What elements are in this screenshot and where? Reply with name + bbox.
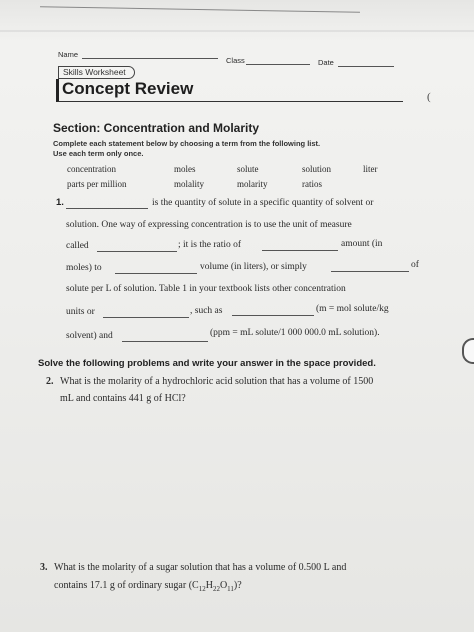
- item-number-1: 1.: [56, 197, 64, 208]
- statement-line-7b: (ppm = mL solute/1 000 000.0 mL solution).: [210, 328, 380, 338]
- statement-line-3a: called: [66, 241, 89, 251]
- instructions-line-2: Use each term only once.: [53, 149, 144, 158]
- blank-7[interactable]: [232, 315, 314, 316]
- question-2-line-2: mL and contains 441 g of HCl?: [60, 393, 186, 404]
- statement-line-2: solution. One way of expressing concentration is to use the unit of measure: [66, 220, 352, 230]
- term-solution: solution: [302, 164, 332, 174]
- blank-8[interactable]: [122, 341, 208, 342]
- term-solute: solute: [237, 164, 259, 174]
- worksheet-tag: Skills Worksheet: [58, 66, 135, 79]
- statement-line-6c: (m = mol solute/kg: [316, 304, 389, 314]
- date-field[interactable]: [338, 66, 394, 67]
- term-liter: liter: [363, 164, 378, 174]
- statement-line-6a: units or: [66, 307, 95, 317]
- class-label: Class: [226, 56, 245, 65]
- class-field[interactable]: [246, 64, 310, 65]
- term-molarity: molarity: [237, 179, 268, 189]
- term-moles: moles: [174, 164, 196, 174]
- statement-line-3c: amount (in: [341, 239, 383, 249]
- blank-2[interactable]: [97, 251, 177, 252]
- question-2-number: 2.: [46, 376, 54, 387]
- statement-line-4a: moles) to: [66, 263, 102, 273]
- answer-space-2[interactable]: [40, 410, 440, 540]
- section-title: Section: Concentration and Molarity: [53, 121, 260, 135]
- problems-instruction: Solve the following problems and write your answer in the space provided.: [38, 358, 376, 369]
- blank-4[interactable]: [115, 273, 197, 274]
- folded-top-edge: [0, 0, 474, 42]
- statement-line-7a: solvent) and: [66, 331, 113, 341]
- name-field[interactable]: [82, 58, 218, 59]
- question-3-line-2: contains 17.1 g of ordinary sugar $(C_{12}H_{22}O_{11})$?: [54, 580, 242, 593]
- question-3-number: 3.: [40, 562, 48, 573]
- statement-line-4c: of: [411, 260, 419, 270]
- term-parts-per-million: parts per million: [67, 179, 127, 189]
- statement-line-6b: , such as: [190, 306, 223, 316]
- term-molality: molality: [174, 179, 204, 189]
- edge-mark: (: [427, 91, 431, 103]
- question-2-line-1: What is the molarity of a hydrochloric acid solution that has a volume of 1500: [60, 376, 374, 387]
- term-ratios: ratios: [302, 179, 322, 189]
- date-label: Date: [318, 58, 334, 67]
- instructions-line-1: Complete each statement below by choosing a term from the following list.: [53, 139, 321, 148]
- statement-line-3b: ; it is the ratio of: [178, 240, 242, 250]
- statement-line-5: solute per L of solution. Table 1 in your textbook lists other concentration: [66, 284, 346, 294]
- blank-3[interactable]: [262, 250, 338, 251]
- blank-6[interactable]: [103, 317, 189, 318]
- fold-shadow: [0, 30, 474, 32]
- blank-5[interactable]: [331, 271, 409, 272]
- question-3-line-1: What is the molarity of a sugar solution that has a volume of 0.500 L and: [54, 562, 347, 573]
- blank-1[interactable]: [66, 208, 148, 209]
- top-rule: [40, 6, 360, 13]
- statement-line-1: is the quantity of solute in a specific quantity of solvent or: [152, 198, 374, 208]
- binder-clip: [462, 338, 474, 364]
- term-concentration: concentration: [67, 164, 116, 174]
- statement-line-4b: volume (in liters), or simply: [200, 262, 307, 272]
- name-label: Name: [58, 50, 79, 59]
- page-title: Concept Review: [62, 79, 194, 98]
